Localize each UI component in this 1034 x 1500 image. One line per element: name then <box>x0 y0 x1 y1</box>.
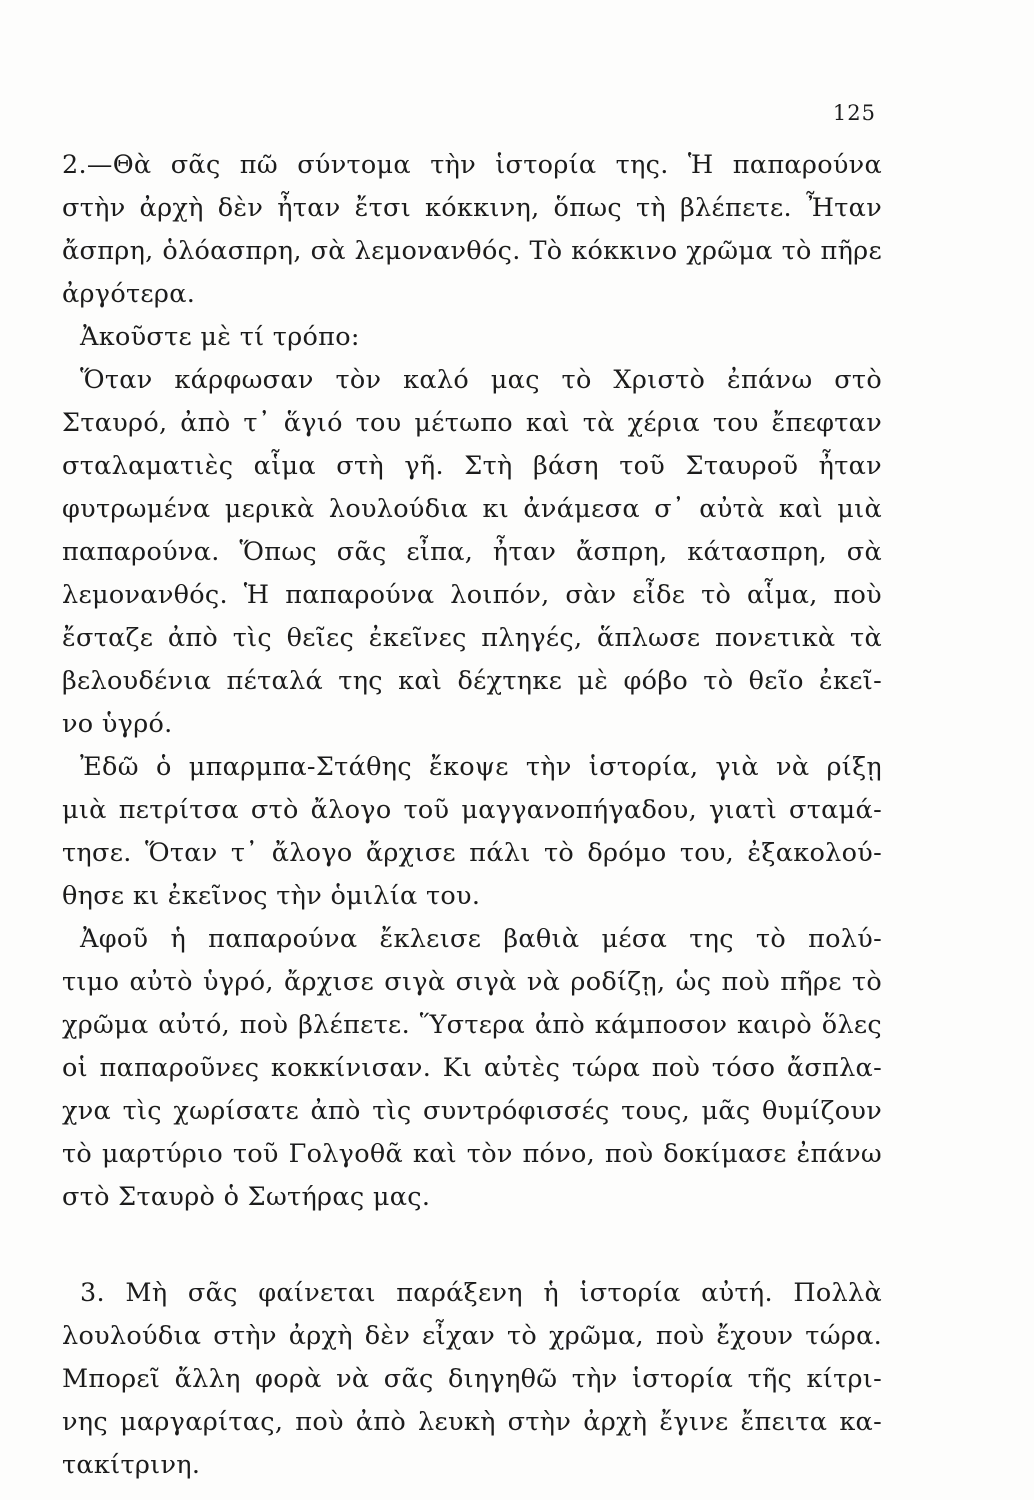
text-line: στὴν ἀρχὴ δὲν ἦταν ἔτσι κόκκινη, ὅπως τὴ βλέπετε. Ἦταν <box>62 193 882 223</box>
text-line: Ὅταν κάρφωσαν τὸν καλό μας τὸ Χριστὸ ἐπάνω στὸ <box>80 365 882 395</box>
text-line: Σταυρό, ἀπὸ τ᾿ ἅγιό του μέτωπο καὶ τὰ χέρια του ἔπεφταν <box>62 408 882 438</box>
text-line: ἄσπρη, ὁλόασπρη, σὰ λεμονανθός. Τὸ κόκκινο χρῶμα τὸ πῆρε <box>62 236 882 266</box>
text-line: τακίτρινη. <box>62 1450 201 1480</box>
text-line: θησε κι ἐκεῖνος τὴν ὁμιλία του. <box>62 881 481 911</box>
text-line: νο ὑγρό. <box>62 709 173 739</box>
text-line: φυτρωμένα μερικὰ λουλούδια κι ἀνάμεσα σ᾿ αὐτὰ καὶ μιὰ <box>62 494 882 524</box>
text-line: λουλούδια στὴν ἀρχὴ δὲν εἶχαν τὸ χρῶμα, ποὺ ἔχουν τώρα. <box>62 1321 882 1351</box>
section-divider <box>62 1219 882 1272</box>
text-line: μιὰ πετρίτσα στὸ ἄλογο τοῦ μαγγανοπήγαδου, γιατὶ σταμά- <box>62 795 882 825</box>
text-line: ἀργότερα. <box>62 279 196 309</box>
text-line: Ἐδῶ ὁ μπαρμπα-Στάθης ἔκοψε τὴν ἱστορία, γιὰ νὰ ρίξῃ <box>80 752 882 782</box>
text-line: Ἀκοῦστε μὲ τί τρόπο: <box>80 322 360 352</box>
text-line: τησε. Ὅταν τ᾿ ἄλογο ἄρχισε πάλι τὸ δρόμο του, ἐξακολού- <box>62 838 882 868</box>
text-line: παπαρούνα. Ὅπως σᾶς εἶπα, ἦταν ἄσπρη, κάτασπρη, σὰ <box>62 537 882 567</box>
text-line: 3. Μὴ σᾶς φαίνεται παράξενη ἡ ἱστορία αὐτή. Πολλὰ <box>80 1278 882 1308</box>
text-line: Μπορεῖ ἄλλη φορὰ νὰ σᾶς διηγηθῶ τὴν ἱστορία τῆς κίτρι- <box>62 1364 882 1394</box>
text-line: ἔσταζε ἀπὸ τὶς θεῖες ἐκεῖνες πληγές, ἅπλωσε πονετικὰ τὰ <box>62 623 882 653</box>
page-text <box>62 144 882 1487</box>
page-number: 125 <box>832 101 876 125</box>
text-line: 2.—Θὰ σᾶς πῶ σύντομα τὴν ἱστορία της. Ἡ παπαρούνα <box>62 150 882 180</box>
text-line: στὸ Σταυρὸ ὁ Σωτήρας μας. <box>62 1182 431 1212</box>
text-line: σταλαματιὲς αἷμα στὴ γῆ. Στὴ βάση τοῦ Σταυροῦ ἦταν <box>62 451 882 481</box>
text-line: χνα τὶς χωρίσατε ἀπὸ τὶς συντρόφισσές τους, μᾶς θυμίζουν <box>62 1096 882 1126</box>
section-3 <box>62 1272 882 1487</box>
text-line: τιμο αὐτὸ ὑγρό, ἄρχισε σιγὰ σιγὰ νὰ ροδίζῃ, ὡς ποὺ πῆρε τὸ <box>62 967 882 997</box>
text-line: νης μαργαρίτας, ποὺ ἀπὸ λευκὴ στὴν ἀρχὴ ἔγινε ἔπειτα κα- <box>62 1407 882 1437</box>
text-line: Ἀφοῦ ἡ παπαρούνα ἔκλεισε βαθιὰ μέσα της τὸ πολύ- <box>80 924 882 954</box>
section-2 <box>62 144 882 1219</box>
text-line: τὸ μαρτύριο τοῦ Γολγοθᾶ καὶ τὸν πόνο, ποὺ δοκίμασε ἐπάνω <box>62 1139 882 1169</box>
text-line: λεμονανθός. Ἡ παπαρούνα λοιπόν, σὰν εἶδε τὸ αἷμα, ποὺ <box>62 580 882 610</box>
text-line: οἱ παπαροῦνες κοκκίνισαν. Κι αὐτὲς τώρα ποὺ τόσο ἄσπλα- <box>62 1053 882 1083</box>
text-line: βελουδένια πέταλά της καὶ δέχτηκε μὲ φόβο τὸ θεῖο ἐκεῖ- <box>62 666 882 696</box>
text-line: χρῶμα αὐτό, ποὺ βλέπετε. Ὕστερα ἀπὸ κάμποσον καιρὸ ὅλες <box>62 1010 882 1040</box>
